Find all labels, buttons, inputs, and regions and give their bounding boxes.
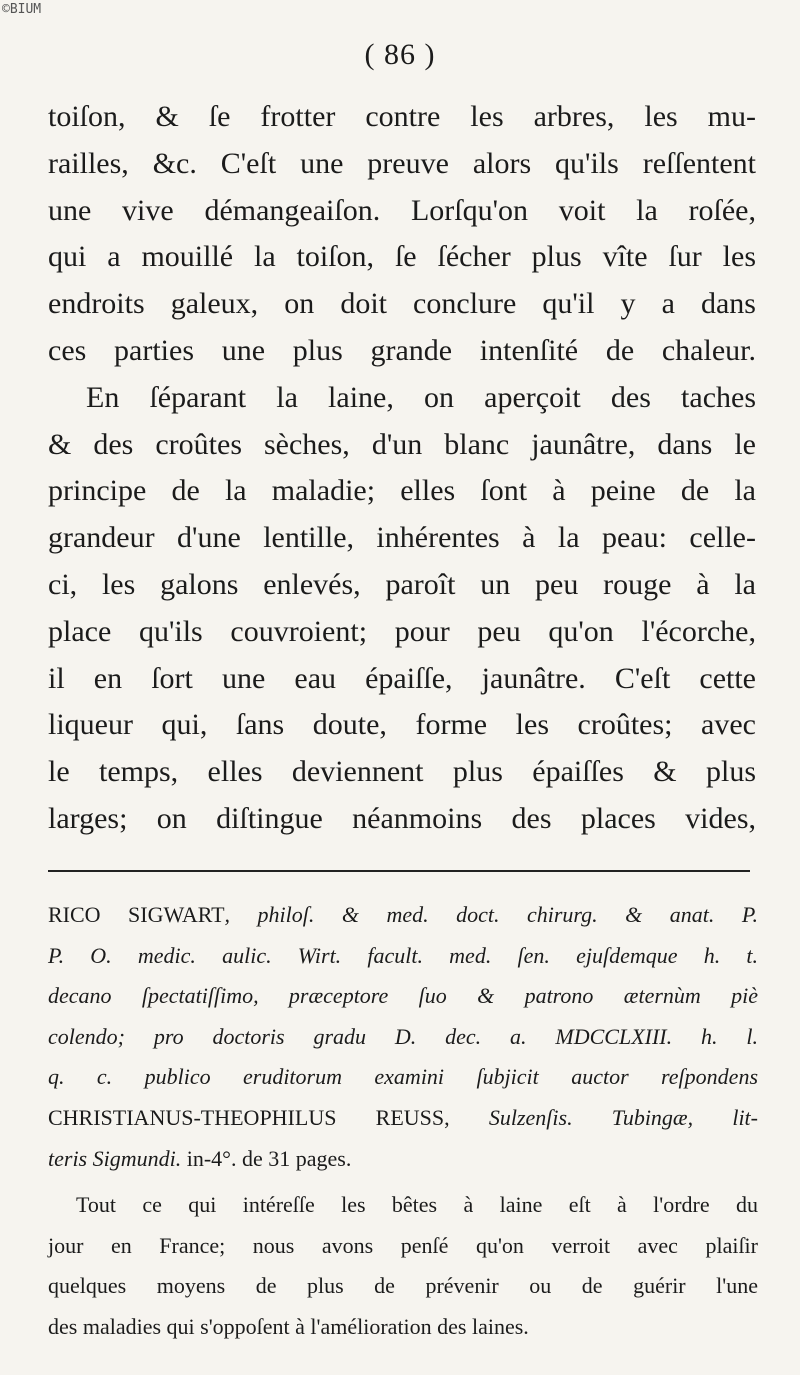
- footnote-text: colendo; pro doctoris gradu D. dec. a. MDCCLXIII. h. l.: [48, 1023, 758, 1049]
- text-line: toiſon, & ſe frotter contre les arbres, les mu-: [48, 100, 756, 133]
- footnote-note-line: jour en France; nous avons penſé qu'on verroit avec plaiſir: [48, 1232, 758, 1258]
- footnote-text: , philoſ. & med. doct. chirurg. & anat. P.: [224, 902, 758, 927]
- text-line: ces parties une plus grande intenſité de chaleur.: [48, 333, 756, 367]
- paragraph-start-line: En ſéparant la laine, on aperçoit des taches: [86, 380, 756, 414]
- footnote-text: decano ſpectatiſſimo, præceptore ſuo & patrono æternùm piè: [48, 983, 758, 1009]
- text-line: principe de la maladie; elles ſont à peine de la: [48, 474, 756, 508]
- footnote-line: [48, 895, 758, 936]
- respondent-name: CHRISTIANUS-THEOPHILUS REUSS: [48, 1104, 445, 1130]
- text-line: & des croûtes sèches, d'un blanc jaunâtre, dans le: [48, 427, 756, 461]
- footnote-line: [48, 1017, 758, 1058]
- footnote-line: [48, 1098, 758, 1139]
- main-text: [48, 94, 756, 843]
- footnote-text: Sulzenſis. Tubingæ, lit-: [488, 1104, 758, 1130]
- footnote-text: in-4°. de 31 pages.: [181, 1145, 352, 1171]
- text-line: ci, les galons enlevés, paroît un peu rouge à la: [48, 567, 756, 601]
- watermark: ©BIUM: [2, 2, 42, 17]
- text-line: endroits galeux, on doit conclure qu'il y a dans: [48, 287, 756, 321]
- footnote-text: ,: [444, 1104, 489, 1130]
- text-line: larges; on diſtingue néanmoins des places vides,: [48, 801, 756, 835]
- text-line: place qu'ils couvroient; pour peu qu'on l'écorche,: [48, 614, 756, 648]
- footnote-line: [48, 1057, 758, 1098]
- author-name: RICO SIGWART: [48, 902, 225, 927]
- footnote-note-line: Tout ce qui intéreſſe les bêtes à laine eſt à l'ordre du: [76, 1192, 758, 1218]
- footnote-text: q. c. publico eruditorum examini ſubjicit auctor reſpondens: [48, 1064, 758, 1090]
- text-line: le temps, elles deviennent plus épaiſſes & plus: [48, 755, 756, 789]
- text-line: railles, &c. C'eſt une preuve alors qu'ils reſſentent: [48, 146, 756, 180]
- text-line: grandeur d'une lentille, inhérentes à la peau: celle-: [48, 521, 756, 555]
- footnote-text: teris Sigmundi.: [48, 1145, 182, 1171]
- text-line: une vive démangeaiſon. Lorſqu'on voit la roſée,: [48, 193, 756, 227]
- text-line: qui a mouillé la toiſon, ſe ſécher plus vîte ſur les: [48, 240, 756, 274]
- footnote-line: [48, 1139, 758, 1180]
- footnote-divider: [48, 870, 750, 872]
- text-line: il en ſort une eau épaiſſe, jaunâtre. C'eſt cette: [48, 661, 756, 695]
- footnote-text: P. O. medic. aulic. Wirt. facult. med. ſen. ejuſdemque h. t.: [48, 942, 758, 968]
- text-line: liqueur qui, ſans doute, forme les croûtes; avec: [48, 708, 756, 742]
- footnote-line: [48, 936, 758, 977]
- footnote-note-line: quelques moyens de plus de prévenir ou de guérir l'une: [48, 1273, 758, 1299]
- footnote-note-line: des maladies qui s'oppoſent à l'amélioration des laines.: [48, 1313, 529, 1339]
- footnote: [48, 895, 758, 1348]
- footnote-line: [48, 976, 758, 1017]
- page-number: ( 86 ): [364, 38, 436, 71]
